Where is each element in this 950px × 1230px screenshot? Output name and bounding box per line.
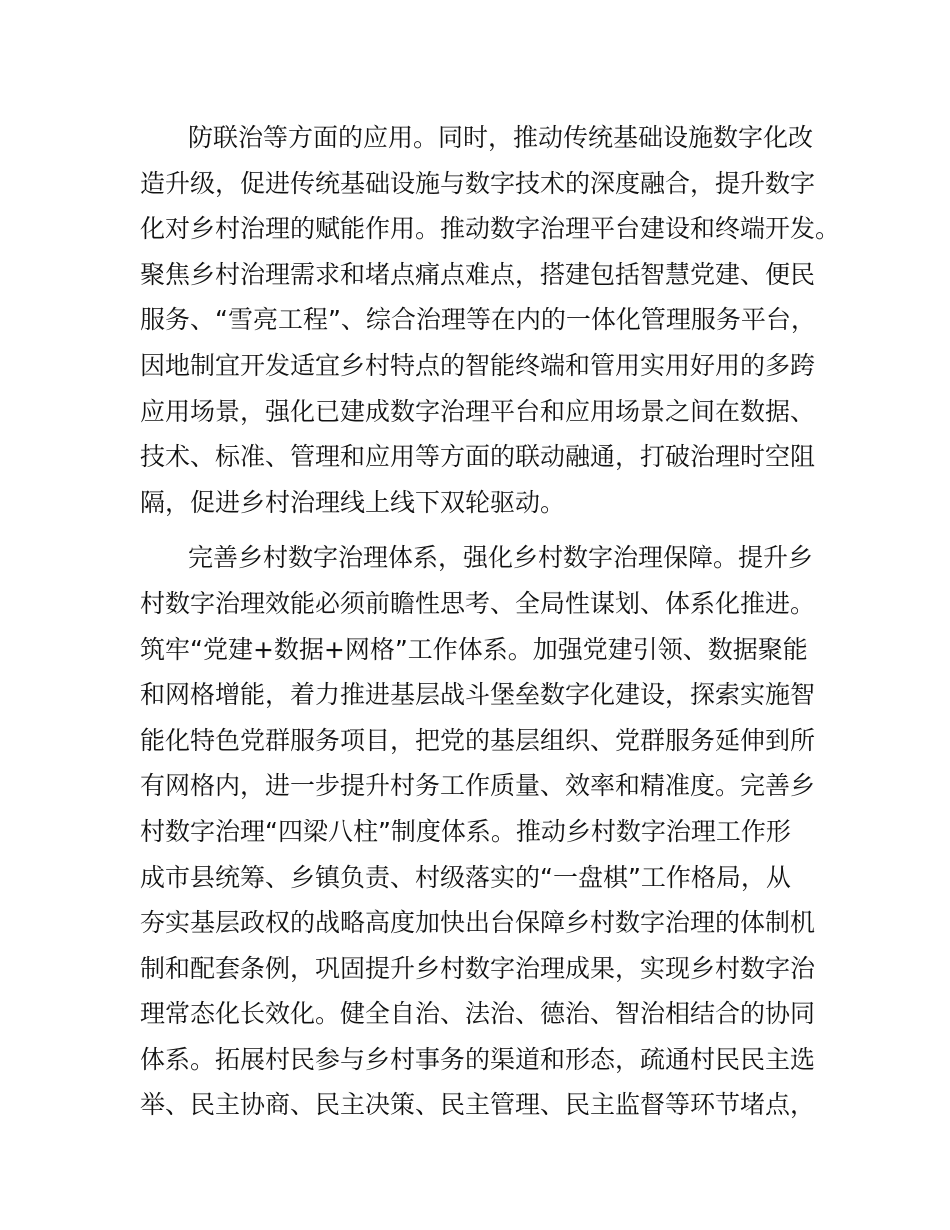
paragraph-line: 防联治等方面的应用。同时，推动传统基础设施数字化改 — [188, 123, 814, 152]
paragraph-line: 制和配套条例，巩固提升乡村数字治理成果，实现乡村数字治 — [140, 953, 816, 983]
paragraph-line: 村数字治理“四梁八柱”制度体系。推动乡村数字治理工作形 — [140, 816, 791, 846]
paragraph-line: 隔，促进乡村治理线上线下双轮驱动。 — [140, 487, 566, 517]
paragraph-line: 举、民主协商、民主决策、民主管理、民主监督等环节堵点， — [140, 1090, 816, 1120]
paragraph-line: 服务、“雪亮工程”、综合治理等在内的一体化管理服务平台， — [140, 305, 816, 335]
paragraph-line: 技术、标准、管理和应用等方面的联动融通，打破治理时空阻 — [140, 442, 816, 472]
paragraph-line: 因地制宜开发适宜乡村特点的智能终端和管用实用好用的多跨 — [140, 350, 816, 380]
paragraph-line: 应用场景，强化已建成数字治理平台和应用场景之间在数据、 — [140, 396, 816, 426]
paragraph-line: 村数字治理效能必须前瞻性思考、全局性谋划、体系化推进。 — [140, 588, 816, 618]
paragraph-line: 有网格内，进一步提升村务工作质量、效率和精准度。完善乡 — [140, 771, 816, 801]
paragraph-line: 完善乡村数字治理体系，强化乡村数字治理保障。提升乡 — [188, 543, 814, 573]
paragraph-line: 化对乡村治理的赋能作用。推动数字治理平台建设和终端开发。 — [140, 214, 841, 244]
paragraph-spacer — [140, 525, 840, 535]
paragraph-line: 体系。拓展村民参与乡村事务的渠道和形态，疏通村民民主选 — [140, 1044, 816, 1074]
paragraph — [140, 115, 840, 525]
paragraph-line: 理常态化长效化。健全自治、法治、德治、智治相结合的协同 — [140, 999, 816, 1029]
paragraph-line: 能化特色党群服务项目，把党的基层组织、党群服务延伸到所 — [140, 725, 816, 755]
paragraph — [140, 535, 840, 1128]
paragraph-line: 夯实基层政权的战略高度加快出台保障乡村数字治理的体制机 — [140, 908, 816, 938]
paragraph-line: 和网格增能，着力推进基层战斗堡垒数字化建设，探索实施智 — [140, 680, 816, 710]
paragraph-line: 造升级，促进传统基础设施与数字技术的深度融合，提升数字 — [140, 168, 816, 198]
document-body — [140, 115, 840, 1128]
paragraph-line: 筑牢“党建+数据+网格”工作体系。加强党建引领、数据聚能 — [140, 634, 808, 664]
paragraph-line: 聚焦乡村治理需求和堵点痛点难点，搭建包括智慧党建、便民 — [140, 259, 816, 289]
paragraph-line: 成市县统筹、乡镇负责、村级落实的“一盘棋”工作格局，从 — [140, 862, 791, 892]
